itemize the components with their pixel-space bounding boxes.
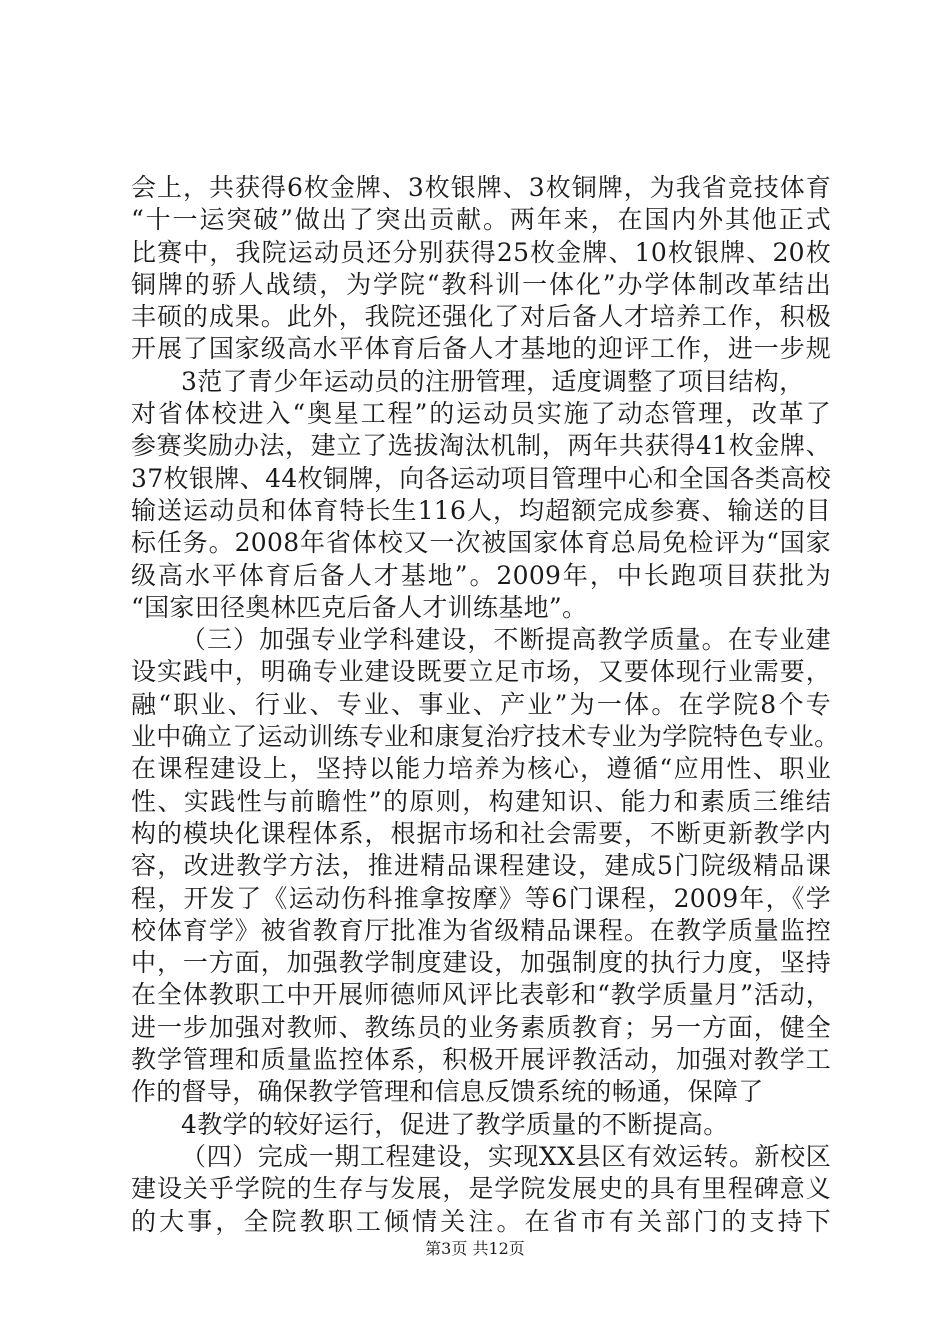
text-line: 对省体校进入“奥星工程”的运动员实施了动态管理，改革了 [131,399,831,429]
text-line: 标任务。2008年省体校又一次被国家体育总局免检评为“国家 [131,528,831,558]
text-line: “十一运突破”做出了突出贡献。两年来，在国内外其他正式 [131,205,831,235]
text-line: 开展了国家级高水平体育后备人才基地的迎评工作，进一步规 [131,334,831,364]
text-line: 中，一方面，加强教学制度建设，加强制度的执行力度，坚持 [131,948,831,978]
text-line: 性、实践性与前瞻性”的原则，构建知识、能力和素质三维结 [131,786,831,816]
text-line: “国家田径奥林匹克后备人才训练基地”。 [131,592,588,622]
text-line: 3范了青少年运动员的注册管理，适度调整了项目结构， [181,366,805,396]
text-line: 在课程建设上，坚持以能力培养为核心，遵循“应用性、职业 [131,754,831,784]
text-line: 丰硕的成果。此外，我院还强化了对后备人才培养工作，积极 [131,302,831,332]
text-line: 程，开发了《运动伤科推拿按摩》等6门课程，2009年，《学 [131,883,831,913]
text-line: 参赛奖励办法，建立了选拔淘汰机制，两年共获得41枚金牌、 [131,431,831,461]
text-line: （四）完成一期工程建设，实现XX县区有效运转。新校区 [181,1141,831,1171]
document-body [131,172,840,1238]
text-line: 输送运动员和体育特长生116人，均超额完成参赛、输送的目 [131,495,831,525]
text-line: 校体育学》被省教育厅批准为省级精品课程。在教学质量监控 [131,915,831,945]
text-line: 融“职业、行业、专业、事业、产业”为一体。在学院8个专 [131,689,831,719]
text-line: 进一步加强对教师、教练员的业务素质教育；另一方面，健全 [131,1012,831,1042]
text-line: 教学管理和质量监控体系，积极开展评教活动，加强对教学工 [131,1045,831,1075]
text-line: 业中确立了运动训练专业和康复治疗技术专业为学院特色专业。 [131,722,840,752]
text-line: （三）加强专业学科建设，不断提高教学质量。在专业建 [181,625,831,655]
text-line: 构的模块化课程体系，根据市场和社会需要，不断更新教学内 [131,818,831,848]
text-line: 比赛中，我院运动员还分别获得25枚金牌、10枚银牌、20枚 [131,237,831,267]
text-line: 级高水平体育后备人才基地”。2009年，中长跑项目获批为 [131,560,831,590]
text-line: 的大事，全院教职工倾情关注。在省市有关部门的支持下 [131,1206,831,1236]
page-number-footer: 第3页 共12页 [425,1239,525,1258]
text-line: 37枚银牌、44枚铜牌，向各运动项目管理中心和全国各类高校 [131,463,831,493]
text-line: 容，改进教学方法，推进精品课程建设，建成5门院级精品课 [131,851,831,881]
text-line: 设实践中，明确专业建设既要立足市场，又要体现行业需要， [131,657,831,687]
text-line: 建设关乎学院的生存与发展，是学院发展史的具有里程碑意义 [131,1174,831,1204]
text-line: 铜牌的骄人战绩，为学院“教科训一体化”办学体制改革结出 [131,269,831,299]
text-line: 作的督导，确保教学管理和信息反馈系统的畅通，保障了 [131,1077,764,1107]
text-line: 会上，共获得6枚金牌、3枚银牌、3枚铜牌，为我省竞技体育 [131,173,831,202]
text-line: 4教学的较好运行，促进了教学质量的不断提高。 [181,1109,729,1139]
text-line: 在全体教职工中开展师德师风评比表彰和“教学质量月”活动， [131,980,831,1010]
